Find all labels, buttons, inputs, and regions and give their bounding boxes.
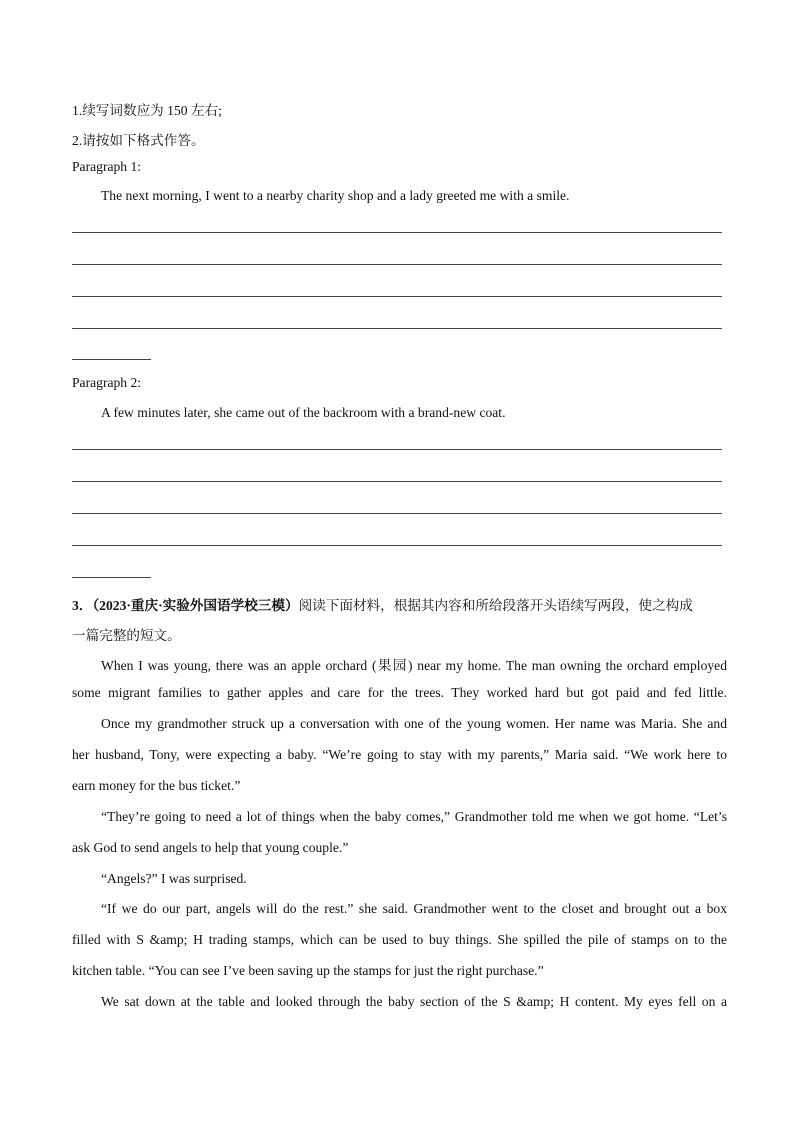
writing-line (72, 545, 722, 546)
passage-line: kitchen table. “You can see I’ve been saving up the stamps for just the right purchase.” (72, 963, 544, 978)
writing-line-short (72, 577, 151, 578)
writing-line-short (72, 359, 151, 360)
question-number: 3． (72, 598, 93, 613)
paragraph1-label: Paragraph 1: (72, 159, 142, 174)
passage-line: filled with S &amp; H trading stamps, which can be used to buy things. She spilled the pile of stamps on to the (72, 932, 727, 947)
paragraph2-label: Paragraph 2: (72, 375, 142, 390)
writing-line (72, 513, 722, 514)
paragraph2-opening: A few minutes later, she came out of the backroom with a brand-new coat. (101, 405, 506, 420)
passage-line: “They’re going to need a lot of things when the baby comes,” Grandmother told me when we got home. “Let’s (101, 809, 727, 824)
passage-line: “If we do our part, angels will do the rest.” she said. Grandmother went to the closet and brought out a box (101, 901, 727, 916)
passage-line: ask God to send angels to help that young couple.” (72, 840, 349, 855)
requirement-word-count: 1.续写词数应为 150 左右; (72, 103, 222, 118)
question3-heading (72, 594, 693, 614)
question3-instruction-cont: 一篇完整的短文。 (72, 628, 181, 643)
writing-line (72, 264, 722, 265)
requirement-format: 2.请按如下格式作答。 (72, 133, 205, 148)
passage-line: Once my grandmother struck up a conversation with one of the young women. Her name was Maria. She and (101, 716, 727, 731)
passage-line: “Angels?” I was surprised. (101, 871, 247, 886)
passage-line: her husband, Tony, were expecting a baby. “We’re going to stay with my parents,” Maria said. “We work here to (72, 747, 727, 762)
writing-line (72, 232, 722, 233)
passage-line: some migrant families to gather apples and care for the trees. They worked hard but got paid and fed little. (72, 685, 727, 700)
passage-line: When I was young, there was an apple orchard (果园) near my home. The man owning the orchard employed (101, 658, 727, 673)
paragraph1-opening: The next morning, I went to a nearby charity shop and a lady greeted me with a smile. (101, 188, 570, 203)
question-source: （2023·重庆·实验外国语学校三模） (92, 598, 299, 613)
passage-line: We sat down at the table and looked through the baby section of the S &amp; H content. My eyes fell on a (101, 994, 727, 1009)
writing-line (72, 481, 722, 482)
writing-line (72, 296, 722, 297)
passage-line: earn money for the bus ticket.” (72, 778, 241, 793)
writing-line (72, 449, 722, 450)
writing-line (72, 328, 722, 329)
question-instruction: 阅读下面材料，根据其内容和所给段落开头语续写两段，使之构成 (298, 598, 693, 613)
